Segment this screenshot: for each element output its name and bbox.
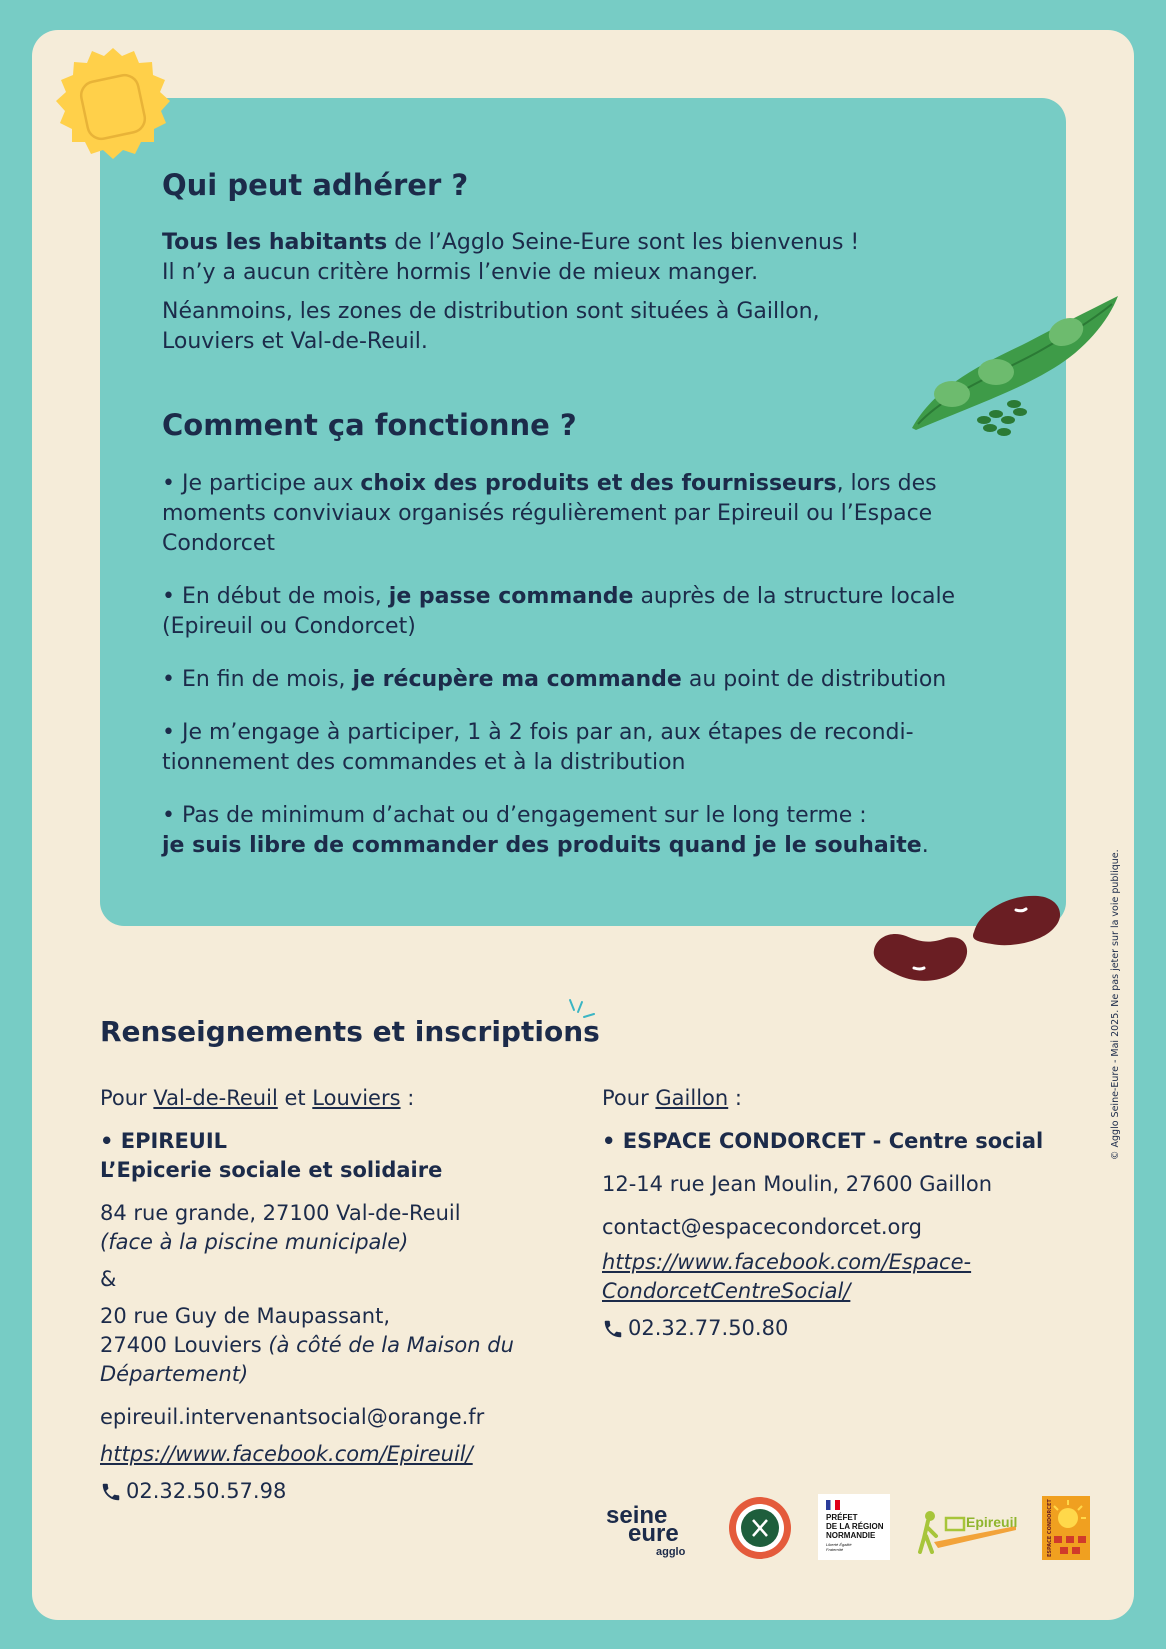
phone-icon [602, 1318, 624, 1340]
espace-condorcet-logo [1042, 1496, 1090, 1560]
qui-p2-line2: Louviers et Val-de-Reuil. [162, 329, 428, 354]
ampersand: & [100, 1267, 117, 1291]
condorcet-facebook-link-line2[interactable]: CondorcetCentreSocial/ [602, 1279, 851, 1303]
contact-condorcet [602, 1084, 1072, 1348]
bullet-engagement [162, 718, 1032, 778]
epireuil-address-2-line2: 27400 Louviers [100, 1333, 269, 1357]
epireuil-phone-number: 02.32.50.57.98 [126, 1479, 287, 1503]
pea-pod-illustration [908, 292, 1122, 452]
qui-p1-bold: Tous les habitants [162, 230, 388, 255]
et-label: et [277, 1086, 313, 1110]
pour-label: Pour [100, 1086, 154, 1110]
city-gaillon: Gaillon [655, 1086, 729, 1110]
city-louviers: Louviers [312, 1086, 401, 1110]
seine-eure-agglo-logo [604, 1504, 714, 1564]
logo-prefet-line3: NORMANDIE [826, 1531, 876, 1540]
for-cities-left [100, 1084, 560, 1113]
epireuil-address-2-note: (à côté de la Maison du Département) [100, 1333, 514, 1386]
qui-p2-line1: Néanmoins, les zones de distribution sont situées à Gaillon, [162, 299, 820, 324]
bullet-recuperation [162, 665, 1032, 695]
b1-pre: • Je participe aux [162, 471, 361, 496]
epireuil-address-1: 84 rue grande, 27100 Val-de-Reuil [100, 1201, 461, 1225]
bullet-minimum [162, 801, 1032, 861]
logo-se-word2: eure [628, 1520, 679, 1547]
bullet-commande [162, 582, 1032, 642]
qui-p1-line2: Il n’y a aucun critère hormis l’envie de mieux manger. [162, 260, 759, 285]
qui-paragraph-1 [162, 228, 859, 288]
b3-post: au point de distribution [681, 667, 947, 692]
b2-bold: je passe commande [388, 584, 634, 609]
logo-prefet-line2: DE LA RÉGION [826, 1522, 884, 1531]
logo-prefet-line1: PRÉFET [826, 1513, 858, 1522]
epireuil-address-1-note: (face à la piscine municipale) [100, 1230, 409, 1254]
contact-epireuil [100, 1084, 560, 1511]
epireuil-phone[interactable] [100, 1477, 286, 1506]
condorcet-phone-number: 02.32.77.50.80 [628, 1316, 789, 1340]
section-title-qui: Qui peut adhérer ? [162, 168, 469, 202]
b2-pre: • En début de mois, [162, 584, 389, 609]
logo-se-word3: agglo [656, 1546, 686, 1558]
logo-condorcet-text: ESPACE CONDORCET [1047, 1499, 1053, 1557]
section-title-renseignements: Renseignements et inscriptions [100, 1015, 600, 1048]
section-title-comment: Comment ça fonctionne ? [162, 408, 577, 442]
b5-line1: • Pas de minimum d’achat ou d’engagement sur le long terme : [162, 803, 867, 828]
condorcet-name: • ESPACE CONDORCET - Centre social [602, 1129, 1044, 1153]
epireuil-name: • EPIREUIL [100, 1129, 228, 1153]
b2-post: auprès de la structure locale (Epireuil ou Condorcet) [162, 584, 956, 639]
b3-pre: • En fin de mois, [162, 667, 353, 692]
qui-p1-rest: de l’Agglo Seine-Eure sont les bienvenus ! [387, 230, 860, 255]
projet-alimentaire-territorial-logo [728, 1496, 792, 1560]
condorcet-address: 12-14 rue Jean Moulin, 27600 Gaillon [602, 1172, 993, 1196]
b4-line2: tionnement des commandes et à la distribution [162, 750, 686, 775]
epireuil-facebook-link[interactable]: https://www.facebook.com/Epireuil/ [100, 1442, 473, 1466]
prefet-normandie-logo [818, 1494, 890, 1560]
pour-label-right: Pour [602, 1086, 656, 1110]
for-city-right [602, 1084, 1072, 1113]
colon-label: : [400, 1086, 415, 1110]
condorcet-phone[interactable] [602, 1314, 788, 1343]
kidney-beans-illustration [870, 888, 1070, 1008]
b1-post: , lors des moments conviviaux organisés régulièrement par Epireuil ou l’Espace Condorcet [162, 471, 937, 556]
epireuil-address-2 [100, 1331, 560, 1389]
b5-end: . [921, 833, 929, 858]
b5-bold: je suis libre de commander des produits quand je le souhaite [162, 833, 922, 858]
copyright-note: © Agglo Seine-Eure - Mai 2025. Ne pas jeter sur la voie publique. [1110, 849, 1121, 1160]
condorcet-facebook-link-line1[interactable]: https://www.facebook.com/Espace- [602, 1250, 972, 1274]
b3-bold: je récupère ma commande [352, 667, 682, 692]
ravioli-illustration [52, 46, 174, 168]
b1-bold: choix des produits et des fournisseurs [360, 471, 837, 496]
logo-epireuil-text: Epireuil [966, 1514, 1018, 1530]
city-val-de-reuil: Val-de-Reuil [153, 1086, 278, 1110]
b4-line1: • Je m’engage à participer, 1 à 2 fois par an, aux étapes de recondi- [162, 720, 914, 745]
logo-se-word1: seine [606, 1502, 668, 1529]
colon-label-right: : [728, 1086, 742, 1110]
qui-paragraph-2 [162, 297, 820, 357]
condorcet-email[interactable]: contact@espacecondorcet.org [602, 1215, 922, 1239]
epireuil-address-2-line1: 20 rue Guy de Maupassant, [100, 1304, 391, 1328]
epireuil-logo [918, 1508, 1018, 1554]
marianne-flag-icon [826, 1500, 840, 1510]
bullet-choix [162, 469, 982, 559]
logo-prefet-motto: Liberté Égalité Fraternité [826, 1542, 852, 1552]
phone-icon [100, 1481, 122, 1503]
epireuil-subtitle: L’Epicerie sociale et solidaire [100, 1158, 443, 1182]
epireuil-email[interactable]: epireuil.intervenantsocial@orange.fr [100, 1405, 485, 1429]
